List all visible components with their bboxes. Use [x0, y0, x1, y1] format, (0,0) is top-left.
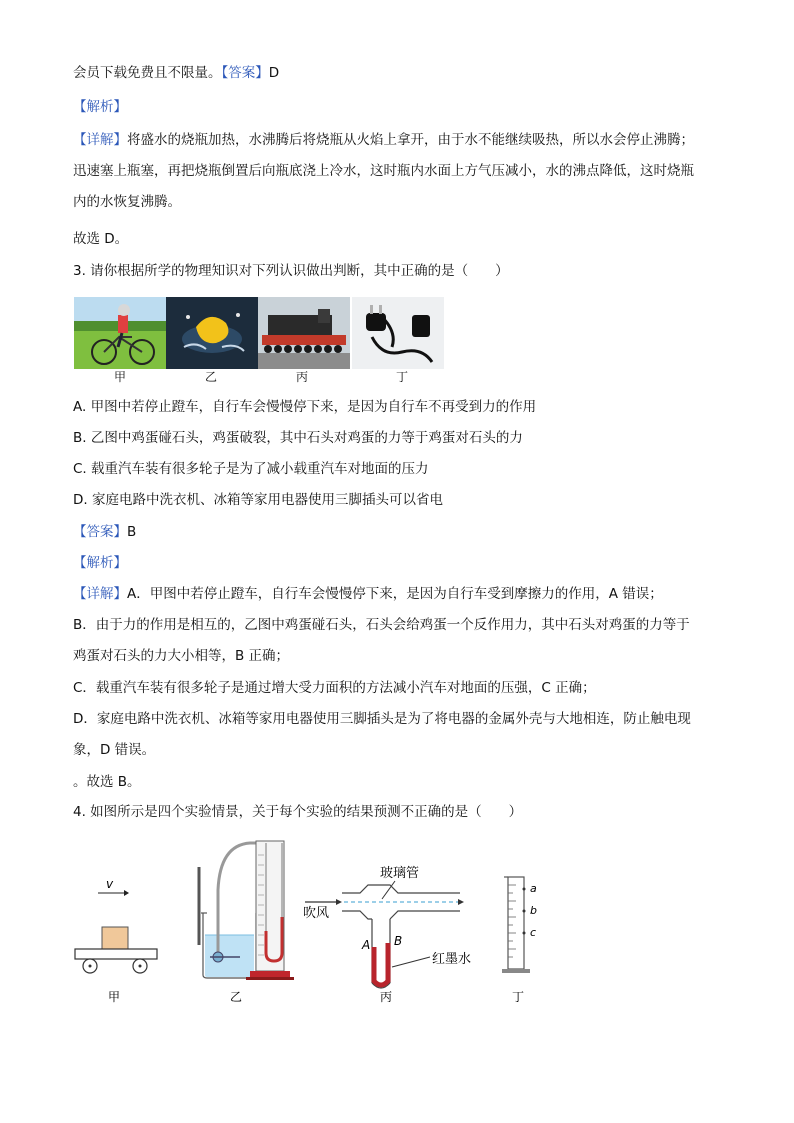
- q2-detail-line-1: [73, 131, 694, 149]
- q2-detail-label: 【详解】: [73, 132, 127, 148]
- red-ink-label: 红墨水: [432, 952, 472, 967]
- q4-experiment-figure: [60, 835, 560, 1010]
- photo-egg-splash: [166, 297, 258, 369]
- q2-analysis-label: 【解析】: [73, 99, 127, 115]
- q2-footer-text: 会员下载免费且不限量。: [73, 65, 222, 81]
- q3-option-c: C. 载重汽车装有很多轮子是为了减小载重汽车对地面的压力: [73, 461, 429, 477]
- q3-caption-yi: 乙: [205, 370, 218, 384]
- q2-detail-text-1: 将盛水的烧瓶加热，水沸腾后将烧瓶从火焰上拿开，由于水不能继续吸热，所以水会停止沸腾；: [127, 132, 694, 148]
- q4-caption-yi: 乙: [230, 990, 243, 1004]
- label-small-c: c: [530, 926, 537, 939]
- q3-detail-line-1: [73, 585, 663, 603]
- label-b: B: [394, 934, 403, 948]
- q3-answer-line: [73, 523, 136, 541]
- photo-heavy-truck: [258, 297, 350, 369]
- q3-caption-bing: 丙: [296, 370, 309, 384]
- q3-caption-jia: 甲: [114, 370, 127, 384]
- q3-option-d: D. 家庭电路中洗衣机、冰箱等家用电器使用三脚插头可以省电: [73, 492, 443, 508]
- cylinder-experiment: [502, 877, 537, 973]
- label-a: A: [362, 938, 371, 952]
- q3-detail-line-4: C．载重汽车装有很多轮子是通过增大受力面积的方法减小汽车对地面的压强，C 正确；: [73, 680, 596, 696]
- pressure-gauge-experiment: [199, 841, 294, 980]
- q2-conclusion: 故选 D。: [73, 231, 129, 247]
- glass-tube-label: 玻璃管: [380, 866, 420, 881]
- q3-detail-line-5: D．家庭电路中洗衣机、冰箱等家用电器使用三脚插头是为了将电器的金属外壳与大地相连，防止触电现: [73, 711, 691, 727]
- bernoulli-experiment: [303, 865, 471, 988]
- q3-detail-line-3: 鸡蛋对石头的力大小相等，B 正确；: [73, 648, 290, 664]
- label-small-b: b: [530, 904, 537, 917]
- q4-caption-ding: 丁: [512, 990, 525, 1004]
- q3-stem: 3. 请你根据所学的物理知识对下列认识做出判断，其中正确的是（ ）: [73, 263, 509, 279]
- q3-answer-value: B: [127, 524, 137, 540]
- photo-cyclist: [74, 297, 166, 369]
- q3-analysis-label: 【解析】: [73, 555, 127, 571]
- q4-stem: 4. 如图所示是四个实验情景，关于每个实验的结果预测不正确的是（ ）: [73, 804, 523, 820]
- photo-three-pin-plug: [352, 297, 444, 369]
- q2-answer-value: D: [268, 65, 280, 81]
- q4-caption-jia: 甲: [108, 990, 121, 1004]
- q3-detail-line-2: B．由于力的作用是相互的，乙图中鸡蛋碰石头，石头会给鸡蛋一个反作用力，其中石头对鸡蛋的力等于: [73, 617, 690, 633]
- q2-detail-line-3: 内的水恢复沸腾。: [73, 194, 181, 210]
- q2-detail-line-2: 迅速塞上瓶塞，再把烧瓶倒置后向瓶底浇上冷水，这时瓶内水面上方气压减小，水的沸点降低，这时烧瓶: [73, 163, 694, 179]
- q2-answer-line: [73, 64, 279, 82]
- q3-answer-tag: 【答案】: [73, 524, 127, 540]
- q3-detail-text-1: A．甲图中若停止蹬车，自行车会慢慢停下来，是因为自行车受到摩擦力的作用，A 错误；: [127, 586, 663, 602]
- q2-answer-tag: 【答案】: [221, 65, 269, 81]
- label-small-a: a: [530, 882, 537, 895]
- velocity-label: v: [106, 877, 114, 891]
- q3-option-b: B. 乙图中鸡蛋碰石头，鸡蛋破裂，其中石头对鸡蛋的力等于鸡蛋对石头的力: [73, 430, 523, 446]
- blow-label: 吹风: [303, 906, 330, 921]
- q3-detail-label: 【详解】: [73, 586, 127, 602]
- cart-experiment: [75, 877, 157, 973]
- q4-caption-bing: 丙: [380, 990, 393, 1004]
- q3-caption-ding: 丁: [396, 370, 409, 384]
- q3-detail-line-6: 象，D 错误。: [73, 742, 156, 758]
- q3-conclusion: 。故选 B。: [73, 774, 141, 790]
- q3-option-a: A. 甲图中若停止蹬车，自行车会慢慢停下来，是因为自行车不再受到力的作用: [73, 399, 537, 415]
